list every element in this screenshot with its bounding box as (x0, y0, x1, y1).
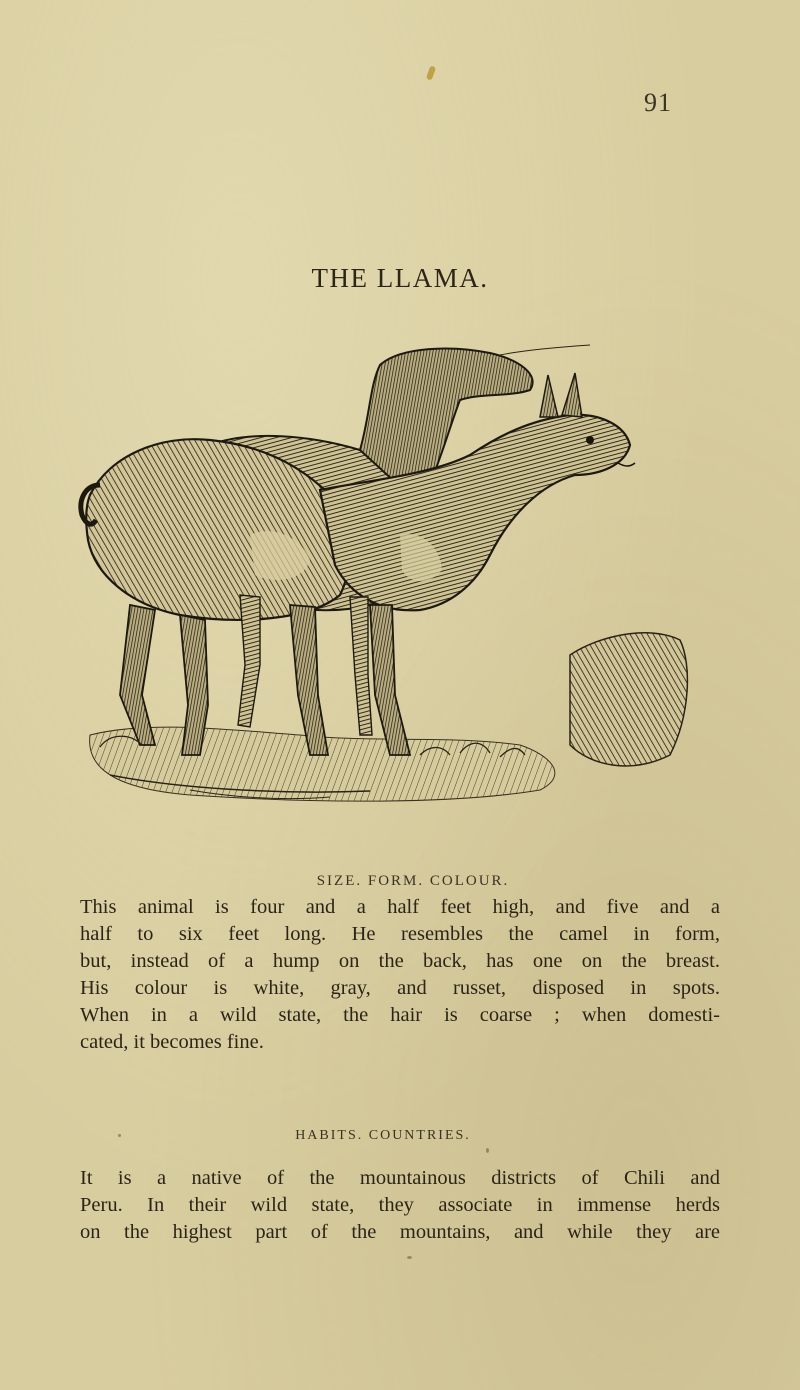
paragraph-line: Peru. In their wild state, they associate in immense herds (80, 1194, 720, 1216)
description-paragraph (80, 894, 720, 1056)
section-heading-size-form-colour: SIZE. FORM. COLOUR. (316, 873, 510, 889)
page-number: 91 (644, 88, 672, 117)
paragraph-line: but, instead of a hump on the back, has one on the breast. (80, 950, 720, 972)
section-heading-habits-countries: HABITS. COUNTRIES. (295, 1128, 471, 1143)
ink-blot (426, 65, 436, 80)
paragraph-line: cated, it becomes fine. (80, 1031, 264, 1053)
paper-speck (118, 1134, 121, 1137)
habits-paragraph (80, 1165, 720, 1246)
paragraph-line: half to six feet long. He resembles the camel in form, (80, 923, 720, 945)
paragraph-line: This animal is four and a half feet high, and five and a (80, 896, 720, 918)
paragraph-line: It is a native of the mountainous districts of Chili and (80, 1167, 720, 1189)
paper-speck (486, 1148, 489, 1153)
plate-title: THE LLAMA. (311, 263, 489, 293)
paper-speck (407, 1256, 412, 1259)
paragraph-line: His colour is white, gray, and russet, disposed in spots. (80, 977, 720, 999)
paragraph-line: When in a wild state, the hair is coarse ; when domesti- (80, 1004, 720, 1026)
llama-illustration (70, 335, 695, 805)
paragraph-line: on the highest part of the mountains, and while they are (80, 1221, 720, 1243)
